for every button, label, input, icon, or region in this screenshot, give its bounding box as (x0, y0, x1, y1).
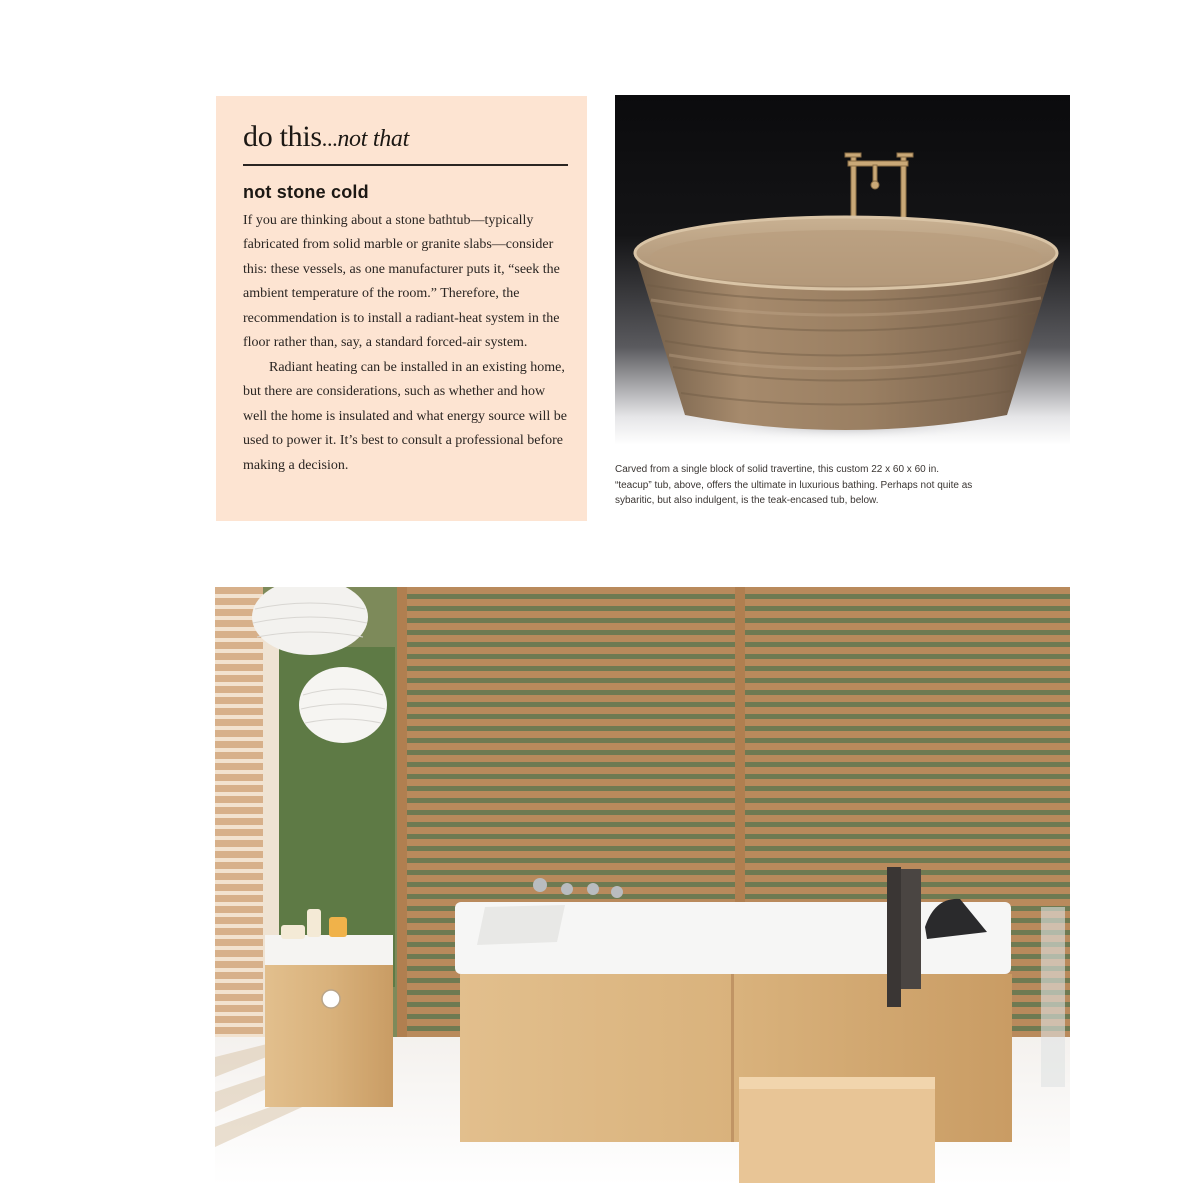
sidebar-box (216, 96, 587, 521)
teak-tub-bathroom-photo (215, 587, 1070, 1185)
sidebar-title (243, 118, 565, 158)
title-dots: ... (321, 126, 338, 151)
faucet-shape (845, 153, 913, 219)
sidebar-subhead: not stone cold (243, 181, 369, 202)
body-paragraph-1: If you are thinking about a stone bathtub—typically fabricated from solid marble or granite slabs—consider this: these vessels, as one manufacturer puts it, “seek the ambient temperature of the room.” Therefore, the recommendation is to install a radiant-heat system in the floor rather than, say, a standard forced-air system. (243, 212, 560, 350)
teacup-tub-photo (615, 95, 1070, 445)
title-emphasis: not that (337, 126, 409, 152)
photo-caption: Carved from a single block of solid travertine, this custom 22 x 60 x 60 in. “teacup” tub, above, offers the ultimate in luxurious bathing. Perhaps not quite as sybaritic, but also indulgent, is the teak-encased tub, below. (615, 464, 973, 506)
body-paragraph-2: Radiant heating can be installed in an existing home, but there are considerations, such as whether and how well the home is insulated and what energy source will be used to power it. It’s best to consult a professional before making a decision. (243, 359, 567, 473)
sidebar-body (243, 209, 565, 479)
title-main: do this (243, 120, 322, 153)
title-rule (243, 164, 568, 166)
